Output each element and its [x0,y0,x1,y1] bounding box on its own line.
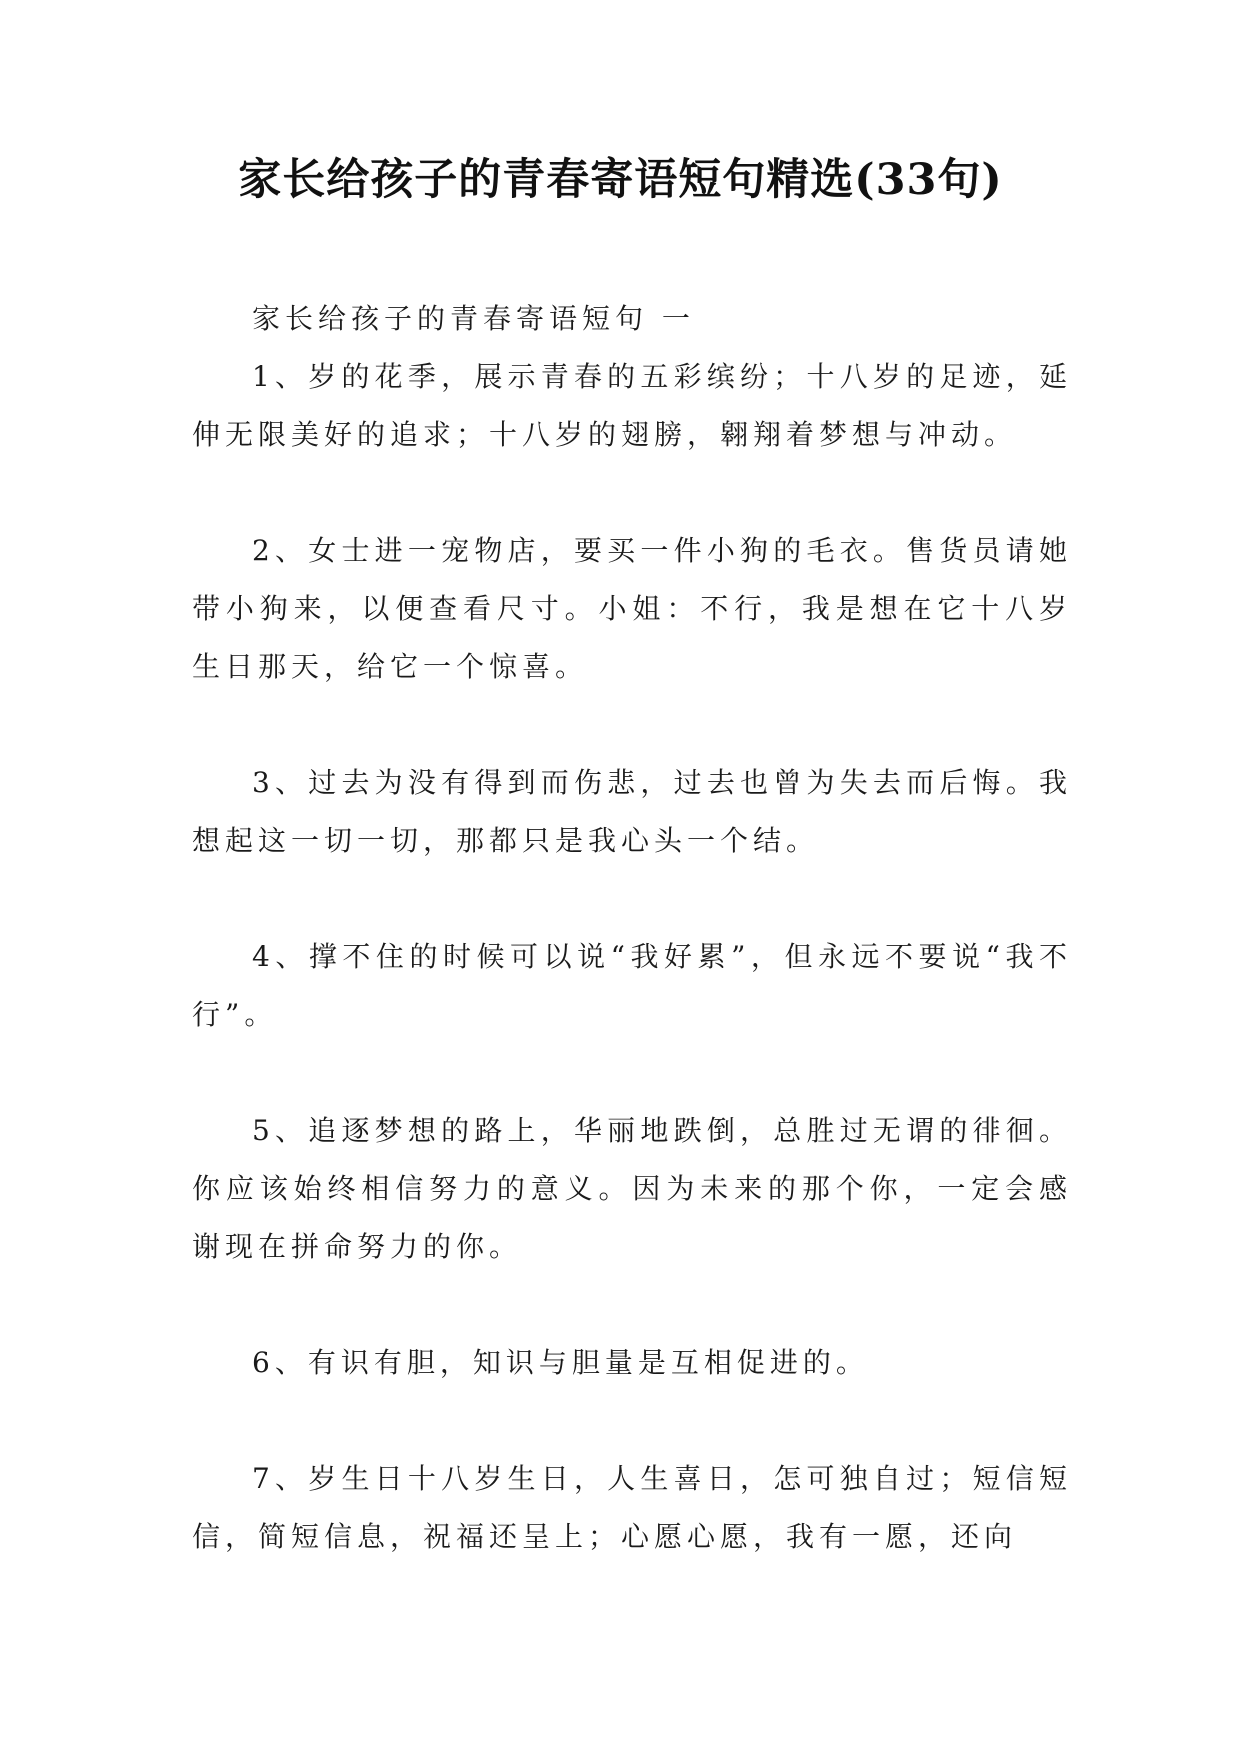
paragraph-6: 6、有识有胆，知识与胆量是互相促进的。 [252,1346,869,1379]
paragraph-5: 5、追逐梦想的路上，华丽地跌倒，总胜过无谓的徘徊。你应该始终相信努力的意义。因为未来的那个你，一定会感谢现在拼命努力的你。 [192,1114,1072,1263]
paragraph-4: 4、撑不住的时候可以说“我好累”，但永远不要说“我不行”。 [192,940,1072,1031]
section-subtitle: 家长给孩子的青春寄语短句 一 [252,302,695,335]
paragraph-1: 1、岁的花季，展示青春的五彩缤纷；十八岁的足迹，延伸无限美好的追求；十八岁的翅膀，翱翔着梦想与冲动。 [192,360,1072,451]
document-title: 家长给孩子的青春寄语短句精选(33句) [238,155,1003,205]
paragraph-2: 2、女士进一宠物店，要买一件小狗的毛衣。售货员请她带小狗来，以便查看尺寸。小姐：不行，我是想在它十八岁生日那天，给它一个惊喜。 [192,534,1072,683]
paragraph-3: 3、过去为没有得到而伤悲，过去也曾为失去而后悔。我想起这一切一切，那都只是我心头一个结。 [192,766,1072,857]
paragraph-7: 7、岁生日十八岁生日，人生喜日，怎可独自过；短信短信，简短信息，祝福还呈上；心愿心愿，我有一愿，还向 [192,1462,1072,1553]
document-body [192,290,1072,1566]
